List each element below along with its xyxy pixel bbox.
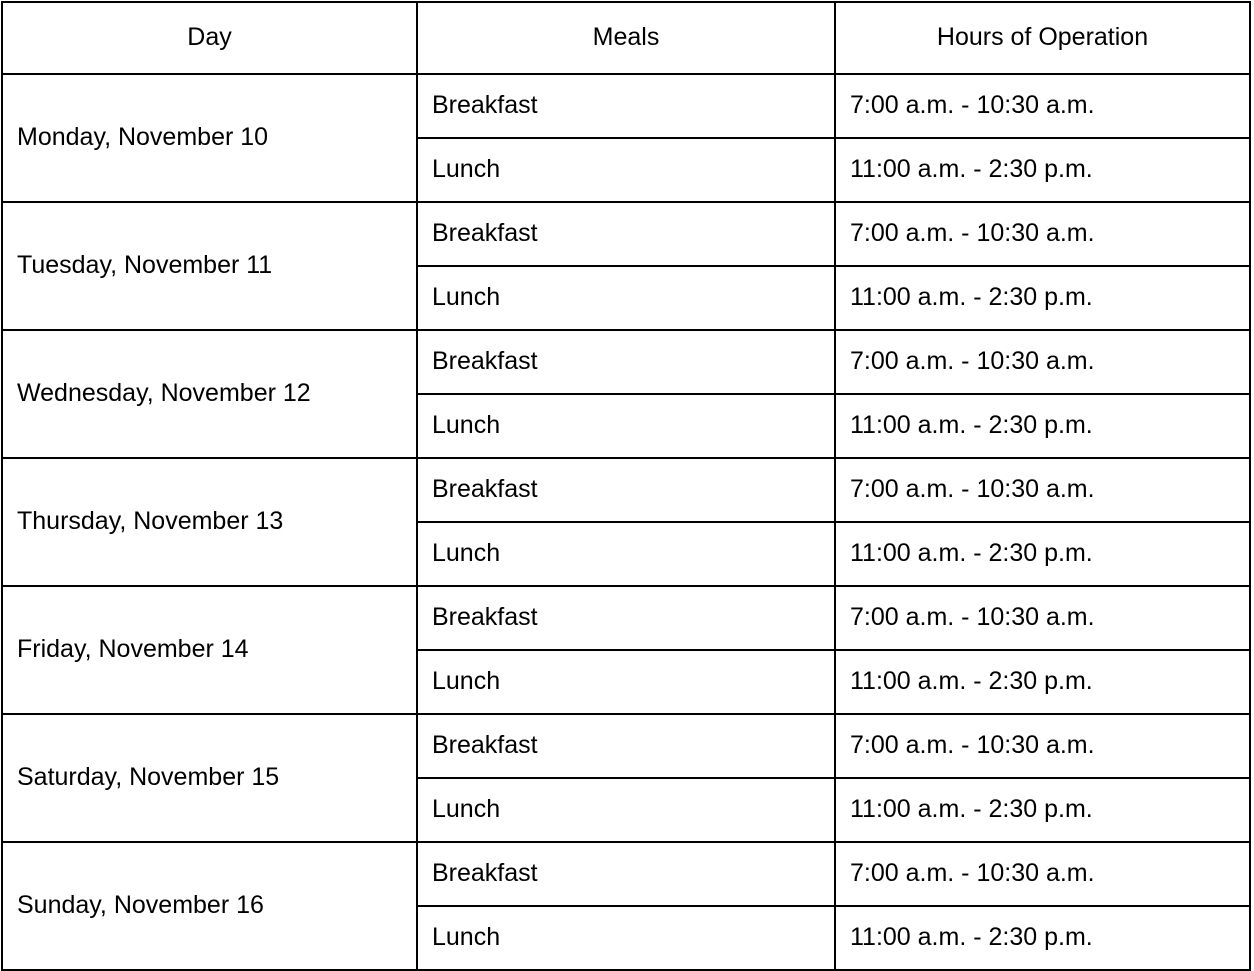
hours-label: 11:00 a.m. - 2:30 p.m. [850, 795, 1093, 824]
meal-label: Breakfast [432, 859, 538, 888]
hours-label: 11:00 a.m. - 2:30 p.m. [850, 539, 1093, 568]
table-row [2, 586, 1250, 650]
hours-cell [835, 330, 1250, 394]
day-cell [2, 842, 417, 970]
day-label: Thursday, November 13 [17, 507, 284, 536]
hours-label: 11:00 a.m. - 2:30 p.m. [850, 411, 1093, 440]
hours-cell [835, 906, 1250, 970]
meal-schedule-table [1, 1, 1251, 971]
meal-label: Lunch [432, 155, 501, 184]
meal-cell [417, 714, 835, 778]
hours-label: 7:00 a.m. - 10:30 a.m. [850, 219, 1095, 248]
hours-cell [835, 394, 1250, 458]
meal-cell [417, 330, 835, 394]
column-header-hours-label: Hours of Operation [936, 23, 1149, 52]
meal-cell [417, 906, 835, 970]
hours-cell [835, 586, 1250, 650]
meal-cell [417, 650, 835, 714]
hours-label: 7:00 a.m. - 10:30 a.m. [850, 731, 1095, 760]
hours-label: 7:00 a.m. - 10:30 a.m. [850, 603, 1095, 632]
hours-cell [835, 202, 1250, 266]
table-body [2, 74, 1250, 970]
day-label: Friday, November 14 [17, 635, 249, 664]
day-cell [2, 74, 417, 202]
column-header-day [2, 2, 417, 74]
hours-cell [835, 138, 1250, 202]
day-label: Saturday, November 15 [17, 763, 280, 792]
table-row [2, 74, 1250, 138]
hours-label: 7:00 a.m. - 10:30 a.m. [850, 347, 1095, 376]
hours-cell [835, 842, 1250, 906]
meal-label: Lunch [432, 667, 501, 696]
meal-label: Breakfast [432, 347, 538, 376]
day-label: Sunday, November 16 [17, 891, 264, 920]
day-cell [2, 202, 417, 330]
meal-cell [417, 394, 835, 458]
meal-label: Breakfast [432, 731, 538, 760]
day-label: Tuesday, November 11 [17, 251, 273, 280]
hours-label: 7:00 a.m. - 10:30 a.m. [850, 91, 1095, 120]
hours-label: 11:00 a.m. - 2:30 p.m. [850, 667, 1093, 696]
table-row [2, 458, 1250, 522]
hours-label: 11:00 a.m. - 2:30 p.m. [850, 923, 1093, 952]
hours-cell [835, 714, 1250, 778]
table-row [2, 330, 1250, 394]
meal-cell [417, 586, 835, 650]
hours-cell [835, 522, 1250, 586]
table-row [2, 714, 1250, 778]
meal-label: Lunch [432, 283, 501, 312]
hours-cell [835, 650, 1250, 714]
hours-cell [835, 778, 1250, 842]
table-row [2, 842, 1250, 906]
meal-cell [417, 458, 835, 522]
meal-label: Breakfast [432, 91, 538, 120]
hours-label: 11:00 a.m. - 2:30 p.m. [850, 155, 1093, 184]
hours-cell [835, 266, 1250, 330]
hours-label: 7:00 a.m. - 10:30 a.m. [850, 859, 1095, 888]
hours-cell [835, 458, 1250, 522]
day-label: Wednesday, November 12 [17, 379, 311, 408]
meal-cell [417, 522, 835, 586]
meal-label: Lunch [432, 923, 501, 952]
column-header-day-label: Day [187, 23, 232, 52]
table-header-row [2, 2, 1250, 74]
column-header-meals [417, 2, 835, 74]
meal-label: Breakfast [432, 603, 538, 632]
meal-cell [417, 778, 835, 842]
meal-label: Breakfast [432, 475, 538, 504]
meal-cell [417, 138, 835, 202]
meal-cell [417, 842, 835, 906]
meal-cell [417, 202, 835, 266]
column-header-hours [835, 2, 1250, 74]
meal-label: Breakfast [432, 219, 538, 248]
day-cell [2, 330, 417, 458]
meal-label: Lunch [432, 411, 501, 440]
meal-cell [417, 74, 835, 138]
column-header-meals-label: Meals [592, 23, 660, 52]
meal-label: Lunch [432, 795, 501, 824]
day-cell [2, 458, 417, 586]
day-cell [2, 714, 417, 842]
hours-label: 7:00 a.m. - 10:30 a.m. [850, 475, 1095, 504]
day-cell [2, 586, 417, 714]
table-header [2, 2, 1250, 74]
hours-cell [835, 74, 1250, 138]
day-label: Monday, November 10 [17, 123, 269, 152]
meal-label: Lunch [432, 539, 501, 568]
meal-cell [417, 266, 835, 330]
table-row [2, 202, 1250, 266]
hours-label: 11:00 a.m. - 2:30 p.m. [850, 283, 1093, 312]
